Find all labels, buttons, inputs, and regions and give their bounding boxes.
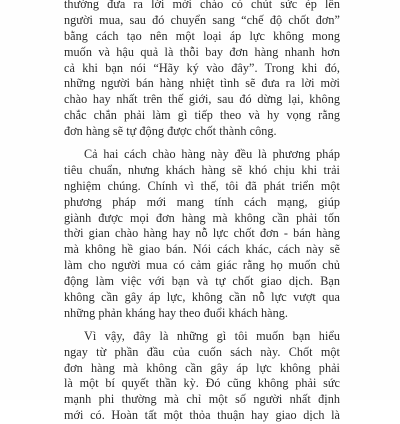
text-line: Cả hai cách chào hàng này đều là phương pháp bbox=[84, 147, 340, 162]
text-line: mới có. Hoàn tất một thỏa thuận hay giao dịch là bbox=[64, 408, 340, 423]
text-line: phương pháp mới mang tính cách mạng, giúp bbox=[64, 194, 340, 209]
paragraph-gap bbox=[64, 322, 340, 329]
text-line: ngay từ phần đầu của cuốn sách này. Chốt một bbox=[64, 344, 340, 359]
text-line: những phản kháng hay theo đuổi khách hàng. bbox=[64, 305, 288, 320]
paragraph-1 bbox=[64, 0, 340, 140]
text-line: là một bí quyết thần kỳ. Đó cũng không phải sức bbox=[64, 376, 340, 391]
text-line: thường đưa ra lời mời chào có chút sức ép lên bbox=[64, 0, 340, 11]
text-line: làm cho người mua có cảm giác rằng họ muốn chủ bbox=[64, 258, 340, 273]
text-line: chào hay nhất trên thế giới, sau đó dừng lại, không bbox=[64, 92, 340, 107]
text-line: Vì vậy, đây là những gì tôi muốn bạn hiểu bbox=[84, 328, 340, 343]
paragraph-2 bbox=[64, 147, 340, 322]
text-line: không cần gây áp lực, không cần nỗ lực vượt qua bbox=[64, 290, 340, 305]
text-line: mạnh phi thường mà chỉ một số người nhất định bbox=[64, 392, 340, 407]
text-line: những người bán hàng nhiệt tình sẽ đưa ra lời mời bbox=[64, 76, 340, 91]
text-line: cả khi bạn nói “Hãy ký vào đây”. Trong khi đó, bbox=[64, 60, 340, 75]
text-line: đơn hàng sẽ tự động được chốt thành công. bbox=[64, 124, 277, 139]
text-line: mà không hề giao bán. Nói cách khác, cách này sẽ bbox=[64, 242, 340, 257]
paragraph-gap bbox=[64, 140, 340, 147]
text-line: động làm việc với bạn và tự chốt giao dịch. Bạn bbox=[64, 274, 340, 289]
text-line: nghiệm chúng. Chính vì thế, tôi đã phát triển một bbox=[64, 178, 340, 193]
body-text bbox=[64, 0, 340, 424]
text-line: bằng cách tạo nên một loại áp lực không mong bbox=[64, 28, 340, 43]
text-line: muốn và hậu quả là thỗi bay đơn hàng nhanh hơn bbox=[64, 44, 340, 59]
text-line: người mua, sau đó chuyển sang “chế độ chốt đơn” bbox=[64, 12, 340, 27]
text-line: thời gian chào hàng hay nỗ lực chốt đơn - bán hàng bbox=[64, 226, 340, 241]
text-line: đơn hàng mà không cần gây áp lực không phải bbox=[64, 360, 340, 375]
text-line: giành được mọi đơn hàng mà không cần phải tốn bbox=[64, 210, 340, 225]
text-line: tiêu chuẩn, nhưng khách hàng sẽ khó chịu khi trải bbox=[64, 162, 340, 177]
paragraph-3 bbox=[64, 329, 340, 424]
text-line: chắc chắn phải làm gì tiếp theo và hy vọng rằng bbox=[64, 108, 340, 123]
